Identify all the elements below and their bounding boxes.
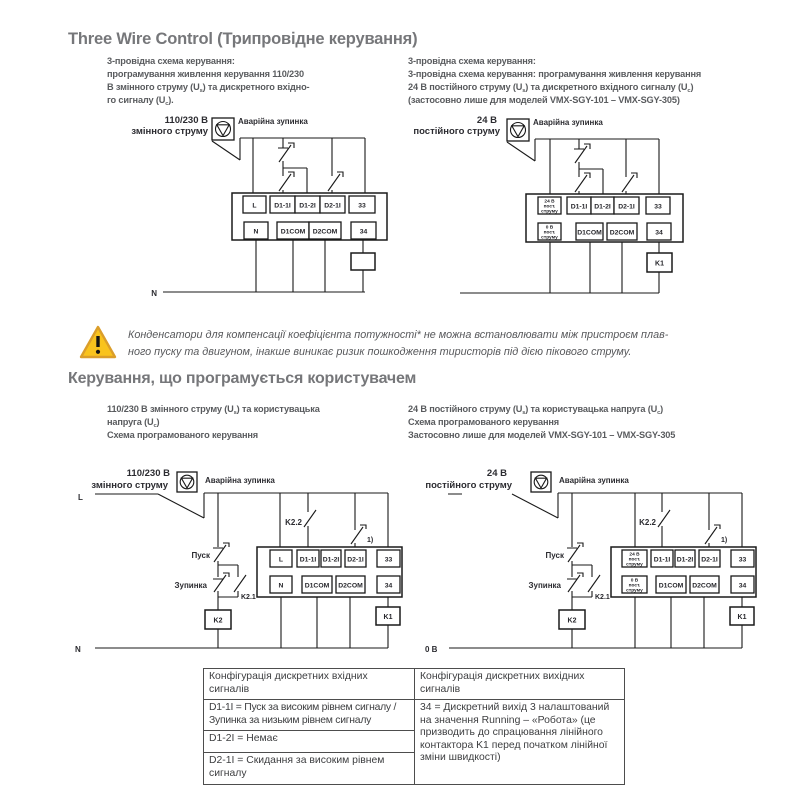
- terminal-label: 33: [654, 203, 662, 211]
- table-cell: 34 = Дискретний вихід 3 налаштований на значення Running – «Робота» (це призводить до спрацювання лінійного контактора K1 перед початком лінійної зміни швидкості): [415, 700, 625, 785]
- wiring-diagram-programmable-dc: [409, 453, 759, 663]
- terminal-label: 34: [359, 228, 368, 236]
- relay-label: K2: [213, 617, 223, 625]
- supply-label: 24 В: [476, 115, 497, 126]
- contact-label: K2.1: [595, 594, 610, 601]
- terminal-label: 0 В: [630, 578, 639, 584]
- wires-lower: [163, 240, 375, 292]
- wiring-diagram-three-wire-dc: [405, 112, 690, 307]
- terminal-label: N: [253, 228, 259, 236]
- stop-label: Зупинка: [528, 581, 561, 590]
- table-header-row: [204, 669, 625, 700]
- terminal-label: струму: [626, 588, 643, 594]
- terminal-label: пост.: [628, 557, 641, 563]
- terminal-label: 24 В: [544, 199, 555, 205]
- terminal-label: 33: [384, 556, 393, 564]
- terminal-label: D1COM: [577, 229, 602, 237]
- table-cell: D2-1I = Скидання за високим рівнем сигналу: [204, 753, 415, 785]
- supply-label: 110/230 В: [126, 468, 170, 479]
- footnote-ref: 1): [721, 537, 728, 544]
- wires: [212, 138, 365, 196]
- emergency-stop-icon: [531, 472, 551, 492]
- contact-label: K2.2: [285, 518, 302, 527]
- zero-volt-label: 0 В: [425, 645, 438, 654]
- terminal-block: [526, 194, 683, 242]
- terminal-label: D2COM: [338, 582, 363, 590]
- relay-label: K1: [737, 614, 747, 621]
- intro-left-line: програмування живлення керування 110/230: [107, 69, 304, 79]
- table-cell: D1-2I = Немає: [204, 731, 415, 753]
- page-title: Three Wire Control (Трипровідне керування): [68, 30, 418, 48]
- warning-icon: [78, 324, 118, 361]
- terminal-block: [611, 547, 756, 597]
- warning-text: Конденсатори для компенсації коефіцієнта потужності* не можна встановлювати між пристроєм плав- ного пуску та двигуном, інакше виникає ризик пошкодження тиристорів під дією пікового струму.: [128, 329, 669, 358]
- wiring-diagram-programmable-ac: [55, 453, 405, 663]
- terminal-label: 34: [655, 229, 663, 237]
- intro-right-line: 3-провідна схема керування: програмування живлення керування: [408, 69, 702, 79]
- intro-left-line: В змінного струму $(U_s)$ та дискретного вхідно-: [107, 82, 310, 94]
- terminal-label: N: [278, 582, 284, 590]
- terminal-label: D1-2I: [594, 203, 611, 211]
- wires-lower: [460, 242, 672, 293]
- supply-label: постійного струму: [425, 480, 512, 491]
- relay-label: K1: [383, 614, 393, 621]
- estop-label: Аварійна зупинка: [238, 117, 308, 126]
- table-header-cell: Конфігурація дискретних вхідних сигналів: [204, 669, 415, 700]
- relay-label: K2: [567, 617, 577, 625]
- estop-label: Аварійна зупинка: [533, 118, 603, 127]
- terminal-label: D2COM: [312, 228, 338, 236]
- contact-label: K2.2: [639, 518, 656, 527]
- prog-right-text: 24 В постійного струму $(U_s)$ та користувацька напруга $(U_c)$ Схема програмованого керування Застосовно лише для моделей VMX-SGY-101 – VMX-SGY-305: [408, 404, 676, 440]
- terminal-label: D2-1I: [347, 556, 364, 564]
- section-title: Керування, що програмується користувачем: [68, 370, 417, 387]
- terminal-label: D1-2I: [299, 202, 316, 210]
- relay-label: K1: [655, 260, 664, 268]
- terminal-label: 24 В: [629, 552, 640, 558]
- supply-label: змінного струму: [91, 480, 168, 491]
- table-cell: D1-1I = Пуск за високим рівнем сигналу / Зупинка за низьким рівнем сигналу: [204, 700, 415, 731]
- emergency-stop-icon: [177, 472, 197, 492]
- terminal-label: 34: [384, 582, 393, 590]
- terminal-label: струму: [626, 562, 643, 568]
- terminal-label: струму: [541, 235, 558, 241]
- terminal-label: 33: [358, 202, 366, 210]
- signal-config-table: [203, 668, 625, 785]
- intro-right-line: 3-провідна схема керування:: [408, 56, 536, 66]
- terminal-label: пост.: [543, 204, 556, 210]
- wires-lower: [449, 597, 754, 648]
- supply-label: постійного струму: [413, 126, 500, 137]
- terminal-label: D1-1I: [653, 556, 671, 564]
- intro-left-line: го сигналу $(U_c)$.: [107, 95, 174, 107]
- terminal-label: D1COM: [280, 228, 306, 236]
- estop-label: Аварійна зупинка: [205, 476, 275, 485]
- footnote-ref: 1): [367, 537, 374, 544]
- terminal-label: 34: [738, 582, 747, 590]
- intro-right-text: [408, 55, 701, 107]
- start-label: Пуск: [191, 551, 210, 560]
- supply-label: 24 В: [486, 468, 507, 479]
- table-header-cell: Конфігурація дискретних вихідних сигналів: [415, 669, 625, 700]
- terminal-block: [257, 547, 402, 597]
- terminal-label: D1-1I: [570, 203, 588, 211]
- estop-label: Аварійна зупинка: [559, 476, 629, 485]
- start-label: Пуск: [545, 551, 564, 560]
- terminal-label: L: [252, 202, 257, 210]
- terminal-label: D2-1I: [701, 556, 718, 564]
- emergency-stop-icon: [212, 118, 234, 140]
- terminal-label: D2-1I: [324, 202, 341, 210]
- emergency-stop-icon: [507, 119, 529, 141]
- table-row: [204, 700, 625, 731]
- supply-label: змінного струму: [131, 126, 208, 137]
- terminal-label: 0 В: [545, 225, 554, 231]
- prog-left-text: 110/230 В змінного струму $(U_s)$ та користувацька напруга $(U_c)$ Схема програмованого керування: [107, 404, 320, 440]
- stop-label: Зупинка: [174, 581, 207, 590]
- line-label: L: [78, 493, 83, 502]
- terminal-label: D1COM: [658, 582, 684, 590]
- intro-left-line: 3-провідна схема керування:: [107, 56, 235, 66]
- intro-right-line: 24 В постійного струму $(U_s)$ та дискретного вхідного сигналу $(U_c)$: [408, 82, 694, 94]
- terminal-block: [232, 193, 387, 240]
- terminal-label: 33: [738, 556, 747, 564]
- relay-box: [351, 253, 375, 270]
- terminal-label: D2-1I: [618, 203, 635, 211]
- terminal-label: струму: [541, 209, 558, 215]
- terminal-label: D2COM: [609, 229, 635, 237]
- terminal-label: D1-2I: [322, 556, 340, 564]
- terminal-label: L: [278, 556, 284, 564]
- neutral-label: N: [151, 289, 157, 298]
- wires: [507, 139, 659, 197]
- terminal-label: D1-1I: [299, 556, 317, 564]
- terminal-label: D1COM: [304, 582, 330, 590]
- wiring-diagram-three-wire-ac: [57, 112, 392, 307]
- terminal-label: пост.: [543, 230, 556, 236]
- contact-label: K2.1: [241, 594, 256, 601]
- wires-lower: [95, 597, 400, 648]
- terminal-label: пост.: [628, 583, 641, 589]
- intro-right-line: (застосовно лише для моделей VMX-SGY-101 – VMX-SGY-305): [408, 95, 680, 105]
- terminal-label: D2COM: [692, 582, 717, 590]
- intro-left-text: [107, 55, 309, 107]
- terminal-label: D1-1I: [274, 202, 291, 210]
- supply-label: 110/230 В: [164, 115, 208, 126]
- neutral-label: N: [75, 645, 81, 654]
- terminal-label: D1-2I: [676, 556, 694, 564]
